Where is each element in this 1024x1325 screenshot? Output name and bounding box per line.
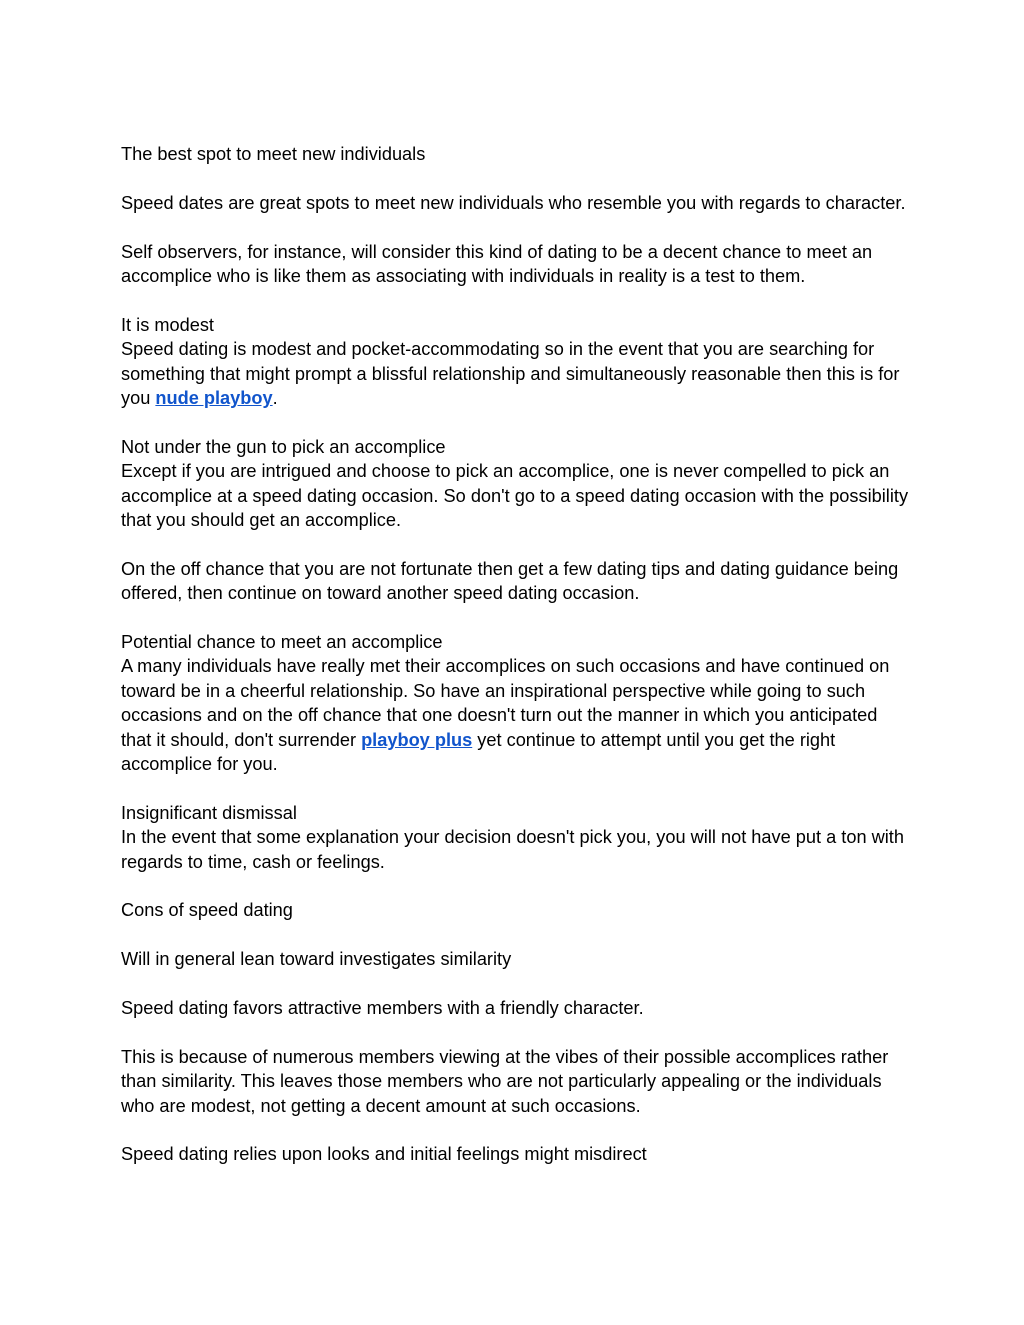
section-text-not-under-gun: Except if you are intrigued and choose to pick an accomplice, one is never compelled to pick an accomplice at a speed dating occasion. So don't go to a speed dating occasion with the possibility that you should get an accomplice. (121, 461, 909, 531)
section-modest (121, 313, 911, 411)
text-potential-body: A many individuals have really met their accomplices on such occasions and have continued on toward be in a cheerful relationship. So have an inspirational perspective while going to such occasions and on the off chance that one doesn't turn out the manner in which you anticipated that it should, don't surrender (121, 656, 890, 750)
paragraph-looks-feelings: Speed dating relies upon looks and initial feelings might misdirect (121, 1144, 647, 1165)
section-text-modest (121, 337, 911, 410)
text-modest-end: . (272, 388, 278, 409)
section-not-under-gun (121, 435, 911, 533)
text-potential-end: yet continue to attempt until you get the right accomplice for you. (121, 729, 836, 775)
paragraph-speed-dates: Speed dates are great spots to meet new individuals who resemble you with regards to character. (121, 192, 906, 213)
paragraph-numerous-members: This is because of numerous members viewing at the vibes of their possible accomplices rather than similarity. This leaves those members who are not particularly appealing or the individuals who are modest, not getting a decent amount at such occasions. (121, 1046, 889, 1116)
section-insignificant-dismissal (121, 801, 911, 874)
section-text-potential-chance (121, 654, 911, 776)
section-heading-potential-chance: Potential chance to meet an accomplice (121, 632, 443, 653)
link-playboy-plus[interactable]: playboy plus (361, 729, 473, 750)
section-heading-insignificant-dismissal: Insignificant dismissal (121, 802, 297, 823)
section-text-insignificant-dismissal: In the event that some explanation your decision doesn't pick you, you will not have put a ton with regards to time, cash or feelings. (121, 827, 904, 872)
paragraph-self-observers: Self observers, for instance, will consider this kind of dating to be a decent chance to meet an accomplice who is like them as associating with individuals in reality is a test to them. (121, 241, 873, 286)
paragraph-cons-heading: Cons of speed dating (121, 900, 293, 921)
document-body (121, 142, 911, 1191)
link-nude-playboy[interactable]: nude playboy (155, 388, 273, 409)
text-modest-body: Speed dating is modest and pocket-accommodating so in the event that you are searching for something that might prompt a blissful relationship and simultaneously reasonable then this is for you (121, 339, 900, 409)
section-heading-modest: It is modest (121, 314, 214, 335)
paragraph-favors-attractive: Speed dating favors attractive members with a friendly character. (121, 998, 644, 1019)
section-heading-not-under-gun: Not under the gun to pick an accomplice (121, 436, 446, 457)
section-potential-chance (121, 630, 911, 776)
paragraph-intro-heading: The best spot to meet new individuals (121, 144, 426, 164)
paragraph-similarity-heading: Will in general lean toward investigates similarity (121, 949, 512, 970)
paragraph-off-chance: On the off chance that you are not fortunate then get a few dating tips and dating guidance being offered, then continue on toward another speed dating occasion. (121, 558, 899, 604)
